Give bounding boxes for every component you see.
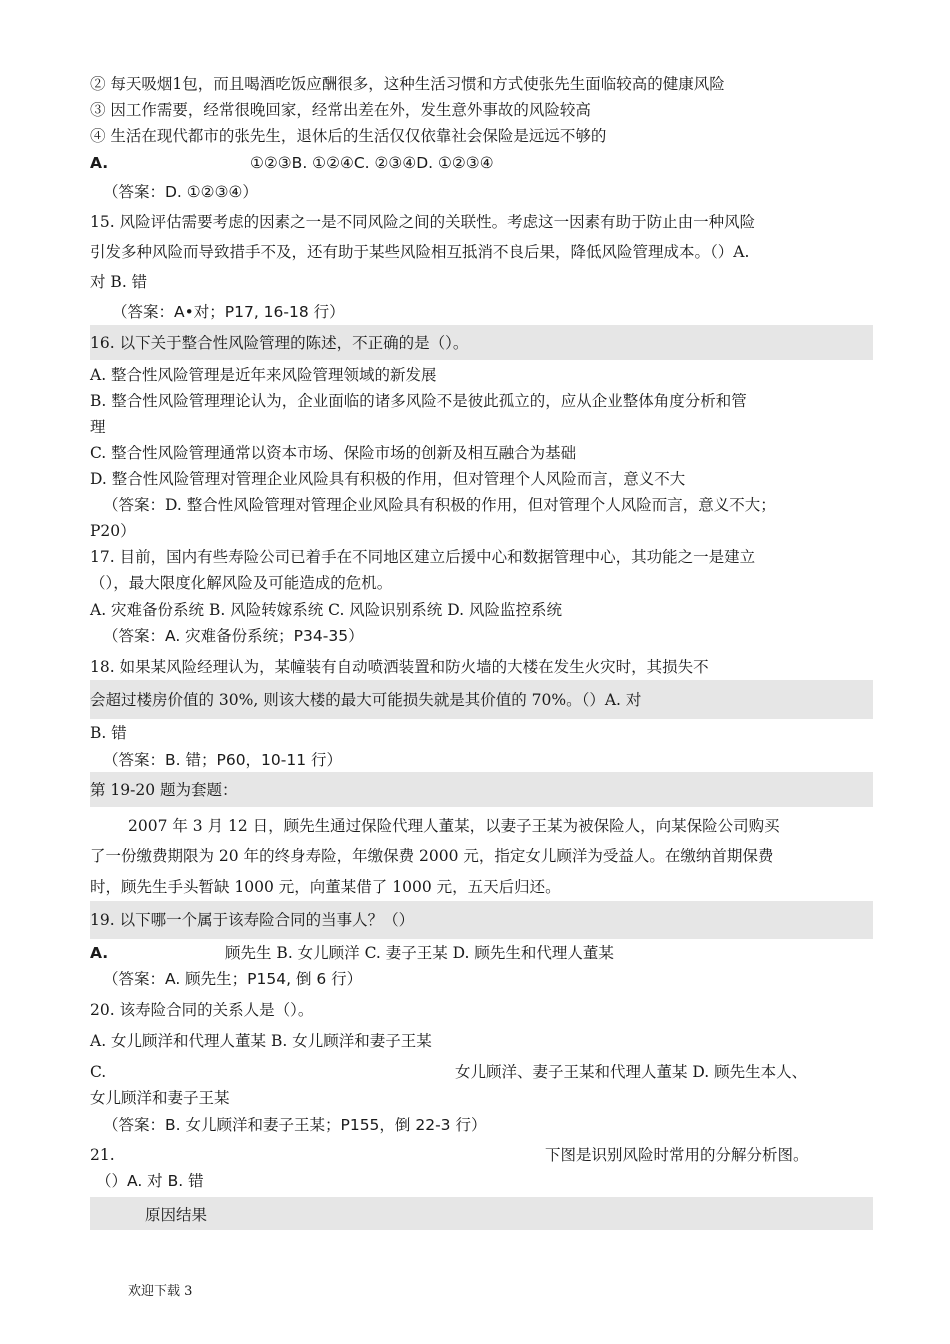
passage-line: 了一份缴费期限为 20 年的终身寿险，年缴保费 2000 元，指定女儿顾洋为受益人。在缴纳首期保费 xyxy=(90,847,774,865)
text-line: P20） xyxy=(90,522,136,540)
text-line: 会超过楼房价值的 30%, 则该大楼的最大可能损失就是其价值的 70%。（）A. 对 xyxy=(90,691,642,709)
option-line: A. 女儿顾洋和代理人董某 B. 女儿顾洋和妻子王某 xyxy=(90,1032,432,1050)
answer-line: （答案：A•对；P17, 16-18 行） xyxy=(112,303,345,321)
question-19: 19. 以下哪一个属于该寿险合同的当事人？（） xyxy=(90,911,415,929)
text-line: A. xyxy=(90,944,109,962)
option-line: A. 灾难备份系统 B. 风险转嫁系统 C. 风险识别系统 D. 风险监控系统 xyxy=(90,601,562,619)
text-line: 引发多种风险而导致措手不及，还有助于某些风险相互抵消不良后果，降低风险管理成本。（）A. xyxy=(90,243,750,261)
answer-line: （答案：A. 顾先生；P154, 倒 6 行） xyxy=(103,970,363,988)
text-line: ③ 因工作需要，经常很晚回家，经常出差在外，发生意外事故的风险较高 xyxy=(90,101,591,119)
question-16: 16. 以下关于整合性风险管理的陈述，不正确的是（）。 xyxy=(90,334,469,352)
text-line: ①②③B. ①②④C. ②③④D. ①②③④ xyxy=(250,154,494,172)
option-line: 顾先生 B. 女儿顾洋 C. 妻子王某 D. 顾先生和代理人董某 xyxy=(225,944,614,962)
section-heading: 第 19-20 题为套题： xyxy=(90,781,238,799)
question-17: 17. 目前，国内有些寿险公司已着手在不同地区建立后援中心和数据管理中心，其功能之一是建立 xyxy=(90,548,756,566)
option-line: B. 错 xyxy=(90,724,127,742)
text-line: （），最大限度化解风险及可能造成的危机。 xyxy=(90,574,393,592)
page-footer: 欢迎下载 3 xyxy=(128,1284,193,1299)
question-18: 18. 如果某风险经理认为，某幢装有自动喷洒装置和防火墙的大楼在发生火灾时，其损失不 xyxy=(90,658,709,676)
option-line: B. 整合性风险管理理论认为，企业面临的诸多风险不是彼此孤立的，应从企业整体角度分析和管 xyxy=(90,392,747,410)
text-line: 理 xyxy=(90,418,106,436)
passage-line: 2007 年 3 月 12 日，顾先生通过保险代理人董某，以妻子王某为被保险人，向某保险公司购买 xyxy=(128,817,780,835)
option-line: C. 整合性风险管理通常以资本市场、保险市场的创新及相互融合为基础 xyxy=(90,444,577,462)
text-line: ② 每天吸烟1包，而且喝酒吃饭应酬很多，这种生活习惯和方式使张先生面临较高的健康风险 xyxy=(90,75,725,93)
question-21: 21. xyxy=(90,1146,115,1164)
text-line: C. xyxy=(90,1063,107,1081)
answer-line: （答案：B. 女儿顾洋和妻子王某；P155，倒 22-3 行） xyxy=(103,1116,487,1134)
answer-line: （答案：D. ①②③④） xyxy=(103,183,258,201)
answer-line: （答案：A. 灾难备份系统；P34-35） xyxy=(103,627,364,645)
question-15: 15. 风险评估需要考虑的因素之一是不同风险之间的关联性。考虑这一因素有助于防止由一种风险 xyxy=(90,213,756,231)
answer-line: （答案：B. 错；P60，10-11 行） xyxy=(103,751,343,769)
option-line: D. 整合性风险管理对管理企业风险具有积极的作用，但对管理个人风险而言，意义不大 xyxy=(90,470,686,488)
highlight-band xyxy=(90,1197,873,1230)
text-line: A. xyxy=(90,154,109,172)
text-line: 女儿顾洋和妻子王某 xyxy=(90,1089,230,1107)
option-line: A. 整合性风险管理是近年来风险管理领域的新发展 xyxy=(90,366,437,384)
text-line: 对 B. 错 xyxy=(90,273,148,291)
answer-line: （答案：D. 整合性风险管理对管理企业风险具有积极的作用，但对管理个人风险而言，意义不大； xyxy=(103,496,776,514)
text-line: ④ 生活在现代都市的张先生，退休后的生活仅仅依靠社会保险是远远不够的 xyxy=(90,127,607,145)
text-line: 下图是识别风险时常用的分解分析图。 xyxy=(545,1146,809,1164)
option-line: 女儿顾洋、妻子王某和代理人董某 D. 顾先生本人、 xyxy=(455,1063,808,1081)
option-line: （）A. 对 B. 错 xyxy=(96,1172,204,1190)
question-20: 20. 该寿险合同的关系人是（）。 xyxy=(90,1001,314,1019)
passage-line: 时，顾先生手头暂缺 1000 元，向董某借了 1000 元，五天后归还。 xyxy=(90,878,561,896)
diagram-label: 原因结果 xyxy=(145,1206,208,1224)
